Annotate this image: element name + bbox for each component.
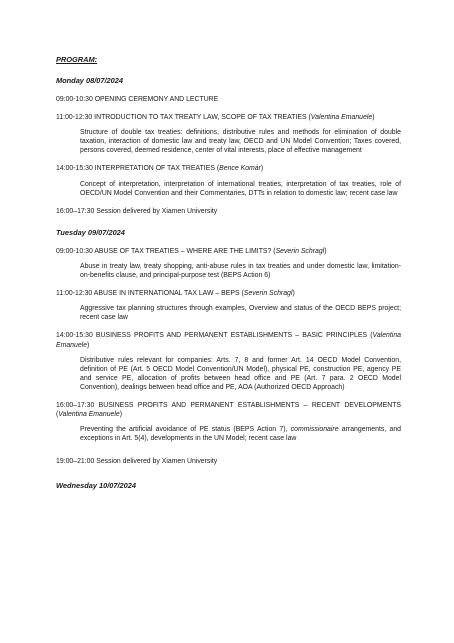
session-time-title: 16:00–17:30 BUSINESS PROFITS AND PERMANENT ESTABLISHMENTS – RECENT DEVELOPMENTS bbox=[56, 401, 401, 409]
session-description: Aggressive tax planning structures through examples, Overview and status of the OECD BEPS project; recent case law bbox=[80, 305, 401, 322]
session-title bbox=[56, 95, 401, 104]
description-italic-term: commissionaire bbox=[290, 426, 339, 434]
session-speaker: Valentina Emanuele bbox=[58, 411, 120, 419]
session-speaker: Bence Komár bbox=[219, 165, 261, 173]
session-speaker: Severin Schragl bbox=[243, 290, 293, 298]
session-speaker: Valentina Emanuele bbox=[310, 114, 373, 122]
program-page bbox=[56, 55, 401, 500]
session-title: 16:00–17:30 BUSINESS PROFITS AND PERMANENT ESTABLISHMENTS – RECENT DEVELOPMENTS (Valentina Emanuele) bbox=[56, 401, 401, 419]
session-title: 09:00-10:30 ABUSE OF TAX TREATIES – WHERE ARE THE LIMITS? (Severin Schragl) bbox=[56, 247, 327, 255]
day-heading-tuesday: Tuesday 09/07/2024 bbox=[56, 227, 125, 237]
session-interpretation bbox=[56, 164, 401, 197]
session-description: Abuse in treaty law, treaty shopping, anti-abuse rules in tax treaties and under domestic law, limitation-on-benefits clause, and principal-purpose test (BEPS Action 6) bbox=[80, 262, 401, 280]
session-time-title: 16:00–17:30 Session delivered by Xiamen University bbox=[56, 207, 218, 215]
session-time-title: 09:00-10:30 ABUSE OF TAX TREATIES – WHERE ARE THE LIMITS? bbox=[56, 247, 272, 255]
session-title: 14:00-15:30 INTERPRETATION OF TAX TREATIES (Bence Komár) bbox=[56, 165, 264, 173]
session-time-title: 19:00–21:00 Session delivered by Xiamen University bbox=[56, 458, 218, 466]
day-heading-monday: Monday 08/07/2024 bbox=[56, 76, 123, 85]
session-title bbox=[56, 207, 401, 216]
session-intro-tax-treaty bbox=[56, 113, 401, 155]
description-text: arrangements, and exceptions in Art. 5(4), developments in the UN Model; recent case law bbox=[80, 426, 401, 443]
session-abuse-tax-treaties bbox=[56, 247, 401, 280]
session-description bbox=[80, 425, 401, 443]
session-description: Concept of interpretation, interpretation of international treaties, interpretation of tax treaties, role of OECD/UN Model Convention and their Commentaries, DTTs in relation to domestic law; recent case law bbox=[80, 180, 401, 197]
session-description: Distributive rules relevant for companies: Arts. 7, 8 and former Art. 14 OECD Model Convention, definition of PE (Art. 5 OECD Model Convention/UN Model), physical PE, construction PE, agency PE and service PE, allocation of profits between head office and PE (Art. 7 para. 2 OECD Model Convention), dealings between head office and PE, AOA (Authorized OECD Approach) bbox=[80, 356, 401, 391]
session-title bbox=[56, 457, 401, 466]
session-title: 11:00-12:30 ABUSE IN INTERNATIONAL TAX LAW – BEPS (Severin Schragl) bbox=[56, 290, 295, 298]
session-title: 11:00-12:30 INTRODUCTION TO TAX TREATY LAW, SCOPE OF TAX TREATIES (Valentina Emanuele) bbox=[56, 114, 375, 122]
session-time-title: 11:00-12:30 ABUSE IN INTERNATIONAL TAX LAW – BEPS bbox=[56, 290, 240, 298]
session-business-profits-basic bbox=[56, 331, 401, 392]
session-time-title: 11:00-12:30 INTRODUCTION TO TAX TREATY LAW, SCOPE OF TAX TREATIES bbox=[56, 114, 307, 122]
session-business-profits-recent bbox=[56, 401, 401, 443]
session-time-title: 14:00-15:30 BUSINESS PROFITS AND PERMANENT ESTABLISHMENTS – BASIC PRINCIPLES bbox=[56, 332, 368, 340]
day-heading-wednesday: Wednesday 10/07/2024 bbox=[56, 481, 136, 491]
session-description: Structure of double tax treaties: definitions, distributive rules and methods for elimination of double taxation, interaction of domestic law and treaty law, OECD and UN Model Convention; Taxes covered, persons covered, deemed residence, center of vital interests, place of effective management bbox=[80, 129, 401, 155]
session-opening bbox=[56, 95, 401, 104]
description-text: Preventing the artificial avoidance of PE status (BEPS Action 7), bbox=[80, 426, 291, 434]
session-speaker: Severin Schragl bbox=[275, 247, 325, 255]
session-abuse-beps bbox=[56, 289, 401, 322]
session-time-title: 14:00-15:30 INTERPRETATION OF TAX TREATIES bbox=[56, 165, 215, 173]
session-xiamen-tuesday bbox=[56, 457, 401, 466]
program-heading: PROGRAM: bbox=[56, 55, 98, 64]
session-title: 14:00-15:30 BUSINESS PROFITS AND PERMANENT ESTABLISHMENTS – BASIC PRINCIPLES (Valentina Emanuele) bbox=[56, 332, 401, 349]
session-speaker: Valentina Emanuele bbox=[56, 332, 401, 349]
session-time-title: 09:00-10:30 OPENING CEREMONY AND LECTURE bbox=[56, 96, 219, 103]
session-xiamen-monday bbox=[56, 207, 401, 216]
